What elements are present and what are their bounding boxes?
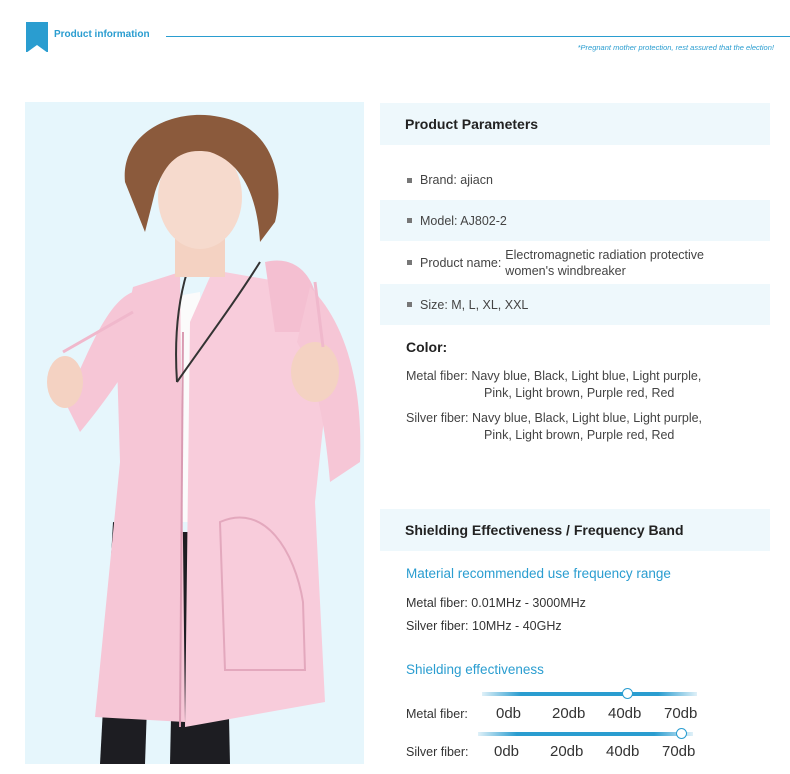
- slider-knob: [676, 728, 687, 739]
- color-metal-line-1: Navy blue, Black, Light blue, Light purple,: [471, 369, 702, 383]
- color-metal-label: Metal fiber:: [406, 369, 468, 383]
- metal-ticks: [496, 705, 720, 722]
- product-name-value-line-1: Electromagnetic radiation protective: [505, 247, 705, 262]
- tick-label: 70db: [662, 743, 696, 760]
- tick-label: 20db: [550, 743, 584, 760]
- tick-label: 0db: [494, 743, 520, 760]
- metal-effectiveness-slider: [406, 686, 706, 722]
- square-bullet-icon: [407, 302, 412, 307]
- product-name-value-line-2: women's windbreaker: [505, 263, 626, 278]
- color-metal-line-2: Pink, Light brown, Purple red, Red: [484, 386, 675, 400]
- param-brand: [380, 160, 770, 200]
- param-model-text: Model: AJ802-2: [420, 213, 507, 228]
- product-name-value: [505, 247, 704, 279]
- square-bullet-icon: [407, 260, 412, 265]
- square-bullet-icon: [407, 178, 412, 183]
- header-note: *Pregnant mother protection, rest assured that the election!: [577, 43, 774, 52]
- param-product-name: [380, 241, 770, 284]
- param-brand-text: Brand: ajiacn: [420, 173, 493, 187]
- effectiveness-subtitle: Shielding effectiveness: [406, 662, 544, 677]
- param-model: [380, 200, 770, 241]
- silver-ticks: [494, 743, 718, 760]
- section-title: Product information: [54, 29, 150, 40]
- silver-effectiveness-slider: [406, 726, 706, 762]
- frequency-subtitle: Material recommended use frequency range: [406, 566, 671, 581]
- slider-knob: [622, 688, 633, 699]
- section-header: [0, 0, 790, 70]
- slider-track: [478, 732, 693, 736]
- product-parameters-header: Product Parameters: [380, 103, 770, 145]
- metal-frequency: Metal fiber: 0.01MHz - 3000MHz: [406, 596, 586, 610]
- silver-slider-label: Silver fiber:: [406, 745, 469, 759]
- slider-track: [482, 692, 697, 696]
- product-photo: [25, 102, 364, 764]
- param-size: [380, 284, 770, 325]
- color-silver-line-1: Navy blue, Black, Light blue, Light purple,: [472, 411, 703, 425]
- header-divider: [166, 36, 790, 37]
- param-size-text: Size: M, L, XL, XXL: [420, 297, 529, 312]
- tick-label: 0db: [496, 705, 522, 722]
- silver-frequency: Silver fiber: 10MHz - 40GHz: [406, 619, 562, 633]
- color-title: Color:: [406, 339, 448, 355]
- shielding-header: Shielding Effectiveness / Frequency Band: [380, 509, 770, 551]
- color-metal: [406, 368, 701, 402]
- tick-label: 20db: [552, 705, 586, 722]
- metal-slider-label: Metal fiber:: [406, 707, 468, 721]
- bookmark-icon: [26, 22, 48, 52]
- color-silver: [406, 410, 702, 444]
- tick-label: 70db: [664, 705, 698, 722]
- tick-label: 40db: [608, 705, 642, 722]
- product-name-label: Product name:: [420, 255, 502, 270]
- square-bullet-icon: [407, 218, 412, 223]
- color-silver-label: Silver fiber:: [406, 411, 469, 425]
- color-silver-line-2: Pink, Light brown, Purple red, Red: [484, 428, 675, 442]
- tick-label: 40db: [606, 743, 640, 760]
